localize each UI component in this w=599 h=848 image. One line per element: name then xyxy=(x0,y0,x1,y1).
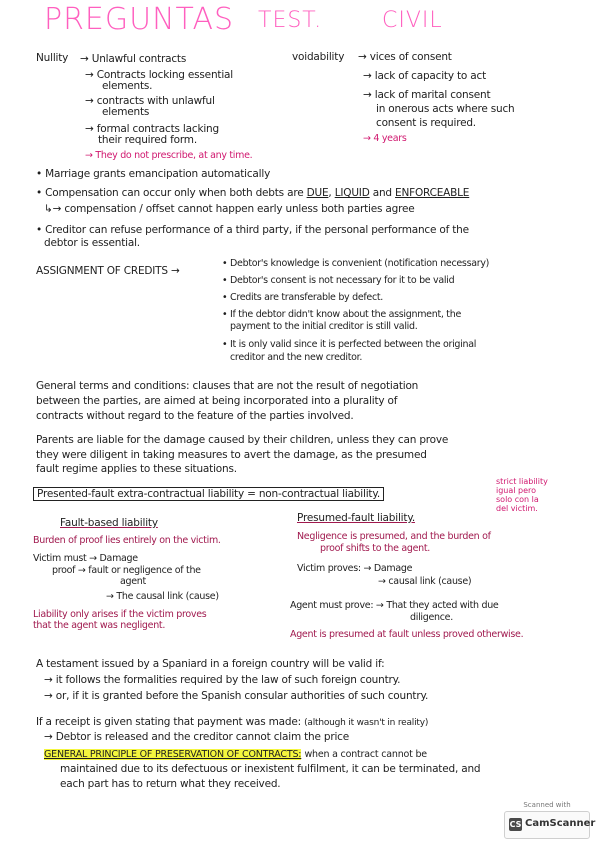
principle-line xyxy=(44,748,427,761)
testament-line: → it follows the formalities required by the law of such foreign country. xyxy=(44,674,401,686)
fault-line: Burden of proof lies entirely on the victim. xyxy=(33,535,221,546)
bullet-creditor-cont: debtor is essential. xyxy=(44,237,140,249)
agent-line: diligence. xyxy=(410,612,453,623)
assignment-item: • Debtor's knowledge is convenient (notification necessary) xyxy=(222,258,490,269)
voidability-item: → lack of marital consent xyxy=(363,89,491,101)
nullity-item: → Contracts locking essential xyxy=(85,69,233,81)
voidability-item: in onerous acts where such xyxy=(376,103,515,115)
bullet-offset: ↳→ compensation / offset cannot happen early unless both parties agree xyxy=(44,203,415,215)
receipt-line xyxy=(36,716,428,729)
bullet-marriage: • Marriage grants emancipation automatically xyxy=(36,168,271,180)
assignment-item: • If the debtor didn't know about the assignment, the xyxy=(222,309,461,320)
voidability-item: → lack of capacity to act xyxy=(363,70,487,82)
bullet-compensation-text: • Compensation can occur only when both debts are xyxy=(36,187,304,199)
principle-rest: when a contract cannot be xyxy=(304,749,427,760)
agent-line: Agent must prove: → That they acted with due xyxy=(290,600,499,611)
debt-due: DUE xyxy=(306,187,329,199)
parents-line: fault regime applies to these situations. xyxy=(36,463,237,475)
nullity-item: elements xyxy=(102,106,150,118)
side-line: solo con la xyxy=(496,495,539,504)
receipt-aside: (although it wasn't in reality) xyxy=(304,718,429,728)
side-line: strict liability xyxy=(496,477,548,486)
nullity-item: → Unlawful contracts xyxy=(80,53,187,65)
title-preguntas: PREGUNTAS xyxy=(44,2,235,37)
side-line: igual pero xyxy=(496,486,537,495)
principle-line: maintained due to its defectuous or inexistent fulfilment, it can be terminated, and xyxy=(60,763,481,775)
nullity-item: → contracts with unlawful xyxy=(85,95,215,107)
assignment-item: • It is only valid since it is perfected between the original xyxy=(222,339,477,350)
victim-line: → The causal link (cause) xyxy=(106,591,219,602)
voidability-label: voidability xyxy=(292,51,345,63)
title-test: TEST. xyxy=(258,8,323,33)
receipt-line: → Debtor is released and the creditor cannot claim the price xyxy=(44,731,350,743)
side-line: del victim. xyxy=(496,504,538,513)
presumed-title: Presumed-fault liability. xyxy=(297,512,415,524)
presumed-note: Agent is presumed at fault unless proved otherwise. xyxy=(290,629,524,640)
nullity-item: their required form. xyxy=(98,134,197,146)
testament-line: → or, if it is granted before the Spanish consular authorities of such country. xyxy=(44,690,429,702)
liability-boxed: Presented-fault extra-contractual liability = non-contractual liability. xyxy=(33,487,384,501)
receipt-text: If a receipt is given stating that payment was made: xyxy=(36,716,301,728)
nullity-note: → They do not prescribe, at any time. xyxy=(85,150,253,161)
bullet-creditor: • Creditor can refuse performance of a third party, if the personal performance of the xyxy=(36,224,469,236)
testament-line: A testament issued by a Spaniard in a foreign country will be valid if: xyxy=(36,658,385,670)
proves-line: → causal link (cause) xyxy=(378,576,472,587)
nullity-item: elements. xyxy=(102,80,153,92)
proves-line: Victim proves: → Damage xyxy=(297,563,413,574)
debt-enforceable: ENFORCEABLE xyxy=(395,187,470,199)
debt-and: and xyxy=(372,187,392,199)
victim-line: Victim must → Damage xyxy=(33,553,138,564)
bullet-compensation: • Compensation can occur only when both debts are DUE, LIQUID and ENFORCEABLE xyxy=(36,187,470,199)
camscanner-badge xyxy=(504,801,596,839)
parents-line: they were diligent in taking measures to avert the damage, as the presumed xyxy=(36,449,427,461)
principle-highlight: GENERAL PRINCIPLE OF PRESERVATION OF CONTRACTS: xyxy=(44,749,302,760)
presumed-line: Negligence is presumed, and the burden of xyxy=(297,531,491,542)
fault-note: that the agent was negligent. xyxy=(33,620,166,631)
presumed-line: proof shifts to the agent. xyxy=(320,543,431,554)
fault-title: Fault-based liability xyxy=(60,517,158,529)
assignment-item: payment to the initial creditor is still valid. xyxy=(230,321,418,332)
parents-line: Parents are liable for the damage caused by their children, unless they can prove xyxy=(36,434,449,446)
assignment-item: creditor and the new creditor. xyxy=(230,352,363,363)
voidability-item: consent is required. xyxy=(376,117,476,129)
scanner-caption: Scanned with xyxy=(523,801,571,809)
assignment-label: ASSIGNMENT OF CREDITS → xyxy=(36,265,180,277)
general-line: General terms and conditions: clauses that are not the result of negotiation xyxy=(36,380,419,392)
voidability-item: → vices of consent xyxy=(358,51,452,63)
victim-line: agent xyxy=(120,576,146,587)
voidability-note: → 4 years xyxy=(363,133,407,144)
nullity-label: Nullity xyxy=(36,52,69,64)
general-line: between the parties, are aimed at being incorporated into a plurality of xyxy=(36,395,398,407)
nullity-item: → formal contracts lacking xyxy=(85,123,219,135)
general-line: contracts without regard to the feature of the parties involved. xyxy=(36,410,354,422)
title-civil: CIVIL xyxy=(382,8,443,33)
fault-note: Liability only arises if the victim proves xyxy=(33,609,207,620)
assignment-item: • Credits are transferable by defect. xyxy=(222,292,384,303)
debt-liquid: LIQUID xyxy=(334,187,370,199)
principle-line: each part has to return what they received. xyxy=(60,778,281,790)
scanner-name: CamScanner xyxy=(525,818,596,829)
victim-line: proof → fault or negligence of the xyxy=(52,565,201,576)
camscanner-icon: CS xyxy=(509,820,522,829)
assignment-item: • Debtor's consent is not necessary for it to be valid xyxy=(222,275,455,286)
liability-side-note xyxy=(496,477,548,513)
